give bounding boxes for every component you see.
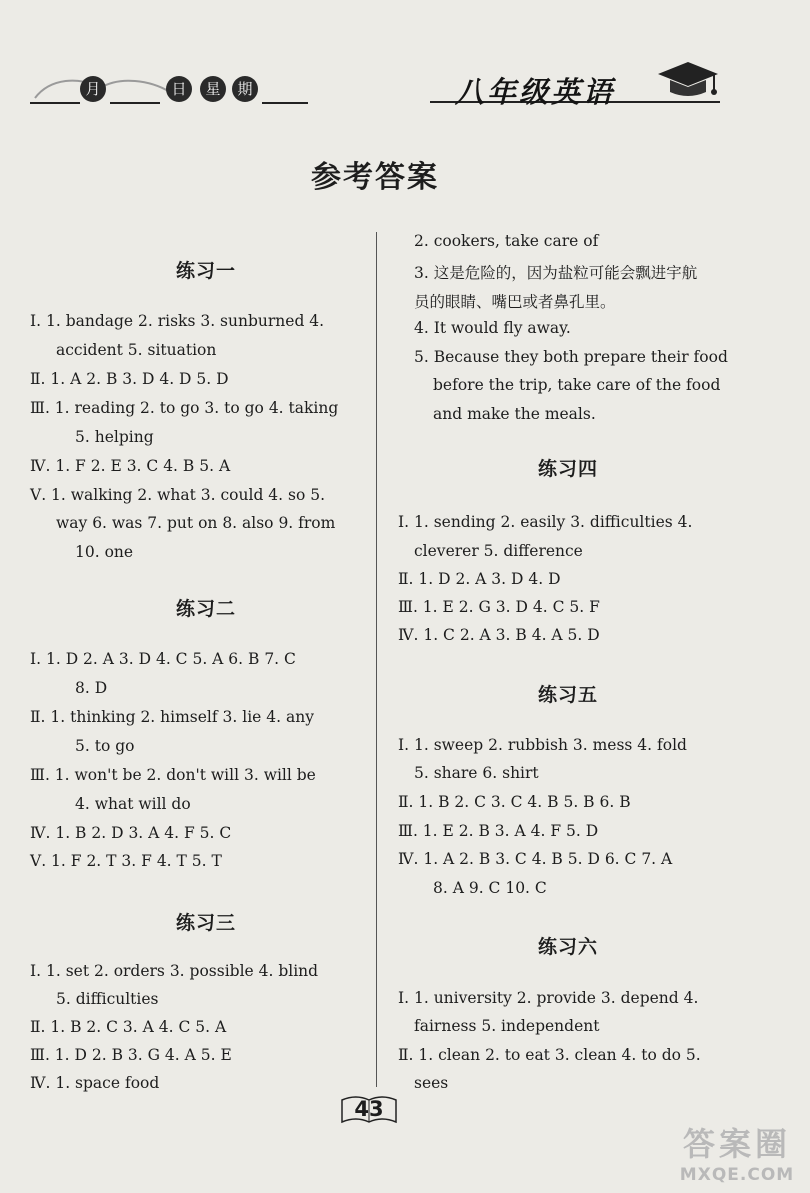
answer-line: Ⅳ. 1. F 2. E 3. C 4. B 5. A — [30, 457, 231, 475]
answer-line: Ⅲ. 1. E 2. G 3. D 4. C 5. F — [398, 598, 600, 616]
watermark — [678, 1119, 796, 1185]
answer-line: Ⅰ. 1. bandage 2. risks 3. sunburned 4. — [30, 312, 325, 330]
header-left-line — [30, 102, 80, 104]
answer-line: Ⅱ. 1. clean 2. to eat 3. clean 4. to do 5. — [398, 1046, 701, 1064]
section-title-5: 练习五 — [537, 684, 598, 706]
answer-line: Ⅳ. 1. space food — [30, 1074, 160, 1092]
section-title-2: 练习二 — [175, 598, 236, 620]
answer-line: 8. D — [75, 679, 108, 697]
left-column — [30, 228, 382, 1092]
section-title-6: 练习六 — [537, 936, 598, 958]
month-label: 月 — [80, 76, 106, 102]
page-number-text: 43 — [354, 1097, 384, 1121]
answer-line: cleverer 5. difference — [414, 542, 583, 560]
page-title: 参考答案 — [311, 160, 439, 195]
watermark-logo-text: 答案圈 — [682, 1125, 791, 1163]
weekday-label-2: 期 — [232, 76, 258, 102]
graduation-cap-icon — [652, 56, 722, 104]
section-title-1: 练习一 — [175, 260, 236, 282]
answer-line: 员的眼睛、嘴巴或者鼻孔里。 — [414, 293, 616, 311]
subject-title: 八年级英语 — [455, 75, 616, 109]
answer-line: 5. to go — [75, 737, 135, 755]
answer-line: and make the meals. — [433, 405, 596, 423]
answer-line: 5. Because they both prepare their food — [414, 348, 728, 366]
answer-line: sees — [414, 1074, 449, 1092]
answer-line: Ⅱ. 1. B 2. C 3. A 4. C 5. A — [30, 1018, 227, 1036]
answer-line: Ⅳ. 1. A 2. B 3. C 4. B 5. D 6. C 7. A — [398, 850, 673, 868]
answer-line: Ⅴ. 1. walking 2. what 3. could 4. so 5. — [30, 486, 326, 504]
month-blank-line — [110, 102, 160, 104]
answer-line: Ⅱ. 1. thinking 2. himself 3. lie 4. any — [30, 708, 314, 726]
answer-line: Ⅱ. 1. D 2. A 3. D 4. D — [398, 570, 561, 588]
answer-line: Ⅳ. 1. C 2. A 3. B 4. A 5. D — [398, 626, 600, 644]
answer-line: 5. share 6. shirt — [414, 764, 539, 782]
page-number — [338, 1092, 400, 1128]
answer-line: Ⅰ. 1. university 2. provide 3. depend 4. — [398, 989, 699, 1007]
answer-line: way 6. was 7. put on 8. also 9. from — [56, 514, 336, 532]
answer-line: fairness 5. independent — [414, 1017, 600, 1035]
day-label: 日 — [166, 76, 192, 102]
weekday-label-1: 星 — [200, 76, 226, 102]
answer-line: Ⅰ. 1. set 2. orders 3. possible 4. blind — [30, 962, 319, 980]
answer-line: 3. 这是危险的，因为盐粒可能会飘进宇航 — [414, 264, 698, 282]
answer-line: accident 5. situation — [56, 341, 217, 359]
watermark-url: MXQE.COM — [679, 1165, 795, 1185]
answer-line: Ⅴ. 1. F 2. T 3. F 4. T 5. T — [30, 852, 222, 870]
answer-line: Ⅲ. 1. reading 2. to go 3. to go 4. taking — [30, 399, 339, 417]
answer-line: Ⅱ. 1. A 2. B 3. D 4. D 5. D — [30, 370, 229, 388]
answer-line: 5. difficulties — [56, 990, 159, 1008]
answer-line: 4. It would fly away. — [414, 319, 571, 337]
answer-line: before the trip, take care of the food — [433, 376, 721, 394]
answer-line: 5. helping — [75, 428, 154, 446]
answer-line: 2. cookers, take care of — [414, 232, 599, 250]
right-column — [398, 228, 738, 1092]
answer-line: Ⅲ. 1. E 2. B 3. A 4. F 5. D — [398, 822, 599, 840]
section-title-4: 练习四 — [537, 458, 598, 480]
weekday-blank-line — [262, 102, 308, 104]
answer-line: Ⅳ. 1. B 2. D 3. A 4. F 5. C — [30, 824, 232, 842]
section-title-3: 练习三 — [175, 912, 236, 934]
answer-line: 8. A 9. C 10. C — [433, 879, 547, 897]
answer-line: Ⅱ. 1. B 2. C 3. C 4. B 5. B 6. B — [398, 793, 631, 811]
answer-line: 10. one — [75, 543, 134, 561]
answer-line: Ⅰ. 1. sweep 2. rubbish 3. mess 4. fold — [398, 736, 687, 754]
answer-line: 4. what will do — [75, 795, 191, 813]
answer-line: Ⅰ. 1. D 2. A 3. D 4. C 5. A 6. B 7. C — [30, 650, 296, 668]
answer-line: Ⅲ. 1. won't be 2. don't will 3. will be — [30, 766, 316, 784]
answer-line: Ⅰ. 1. sending 2. easily 3. difficulties 4. — [398, 513, 693, 531]
answer-line: Ⅲ. 1. D 2. B 3. G 4. A 5. E — [30, 1046, 232, 1064]
